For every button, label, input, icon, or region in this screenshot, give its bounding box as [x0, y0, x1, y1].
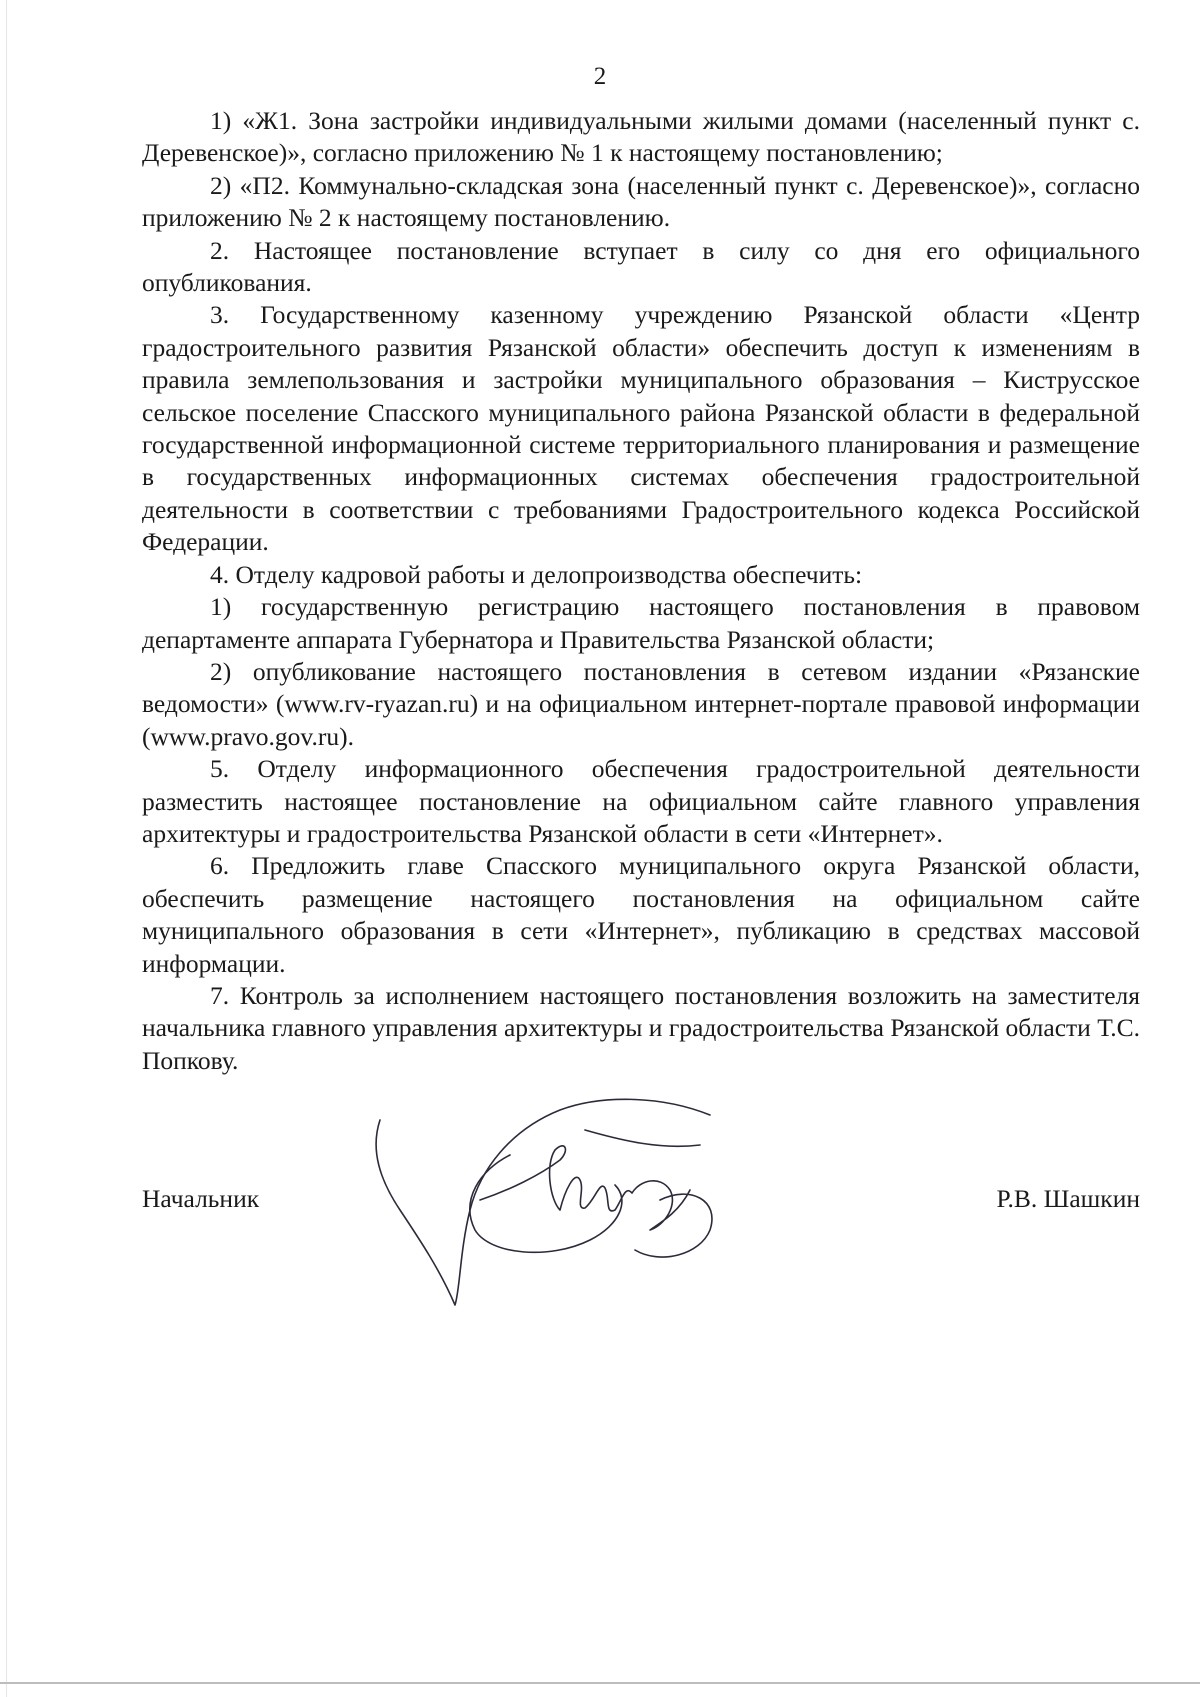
paragraph-clause-6: 6. Предложить главе Спасского муниципального округа Рязанской области, обеспечить размещение настоящего постановления на официальном сайте муниципального образования в сети «Интернет», публикацию в средствах массовой информации.: [142, 851, 1140, 978]
paragraph-clause-3: 3. Государственному казенному учреждению Рязанской области «Центр градостроительного развития Рязанской области» обеспечить доступ к изменениям в правила землепользования и застройки муниципального образования – Киструсское сельское поселение Спасского муниципального района Рязанской области в федеральной государственной информационной системе территориального планирования и размещение в государственных информационных системах обеспечения градостроительной деятельности в соответствии с требованиями Градостроительного кодекса Российской Федерации.: [142, 300, 1140, 557]
paragraph-item-p2: 2) «П2. Коммунально-складская зона (населенный пункт с. Деревенское)», согласно приложению № 2 к настоящему постановлению.: [142, 170, 1140, 233]
paragraph-item-zh1: 1) «Ж1. Зона застройки индивидуальными жилыми домами (населенный пункт с. Деревенское)», согласно приложению № 1 к настоящему постановлению;: [142, 106, 1140, 168]
handwritten-signature: [360, 1090, 810, 1320]
paragraph-clause-7: 7. Контроль за исполнением настоящего постановления возложить на заместителя начальника главного управления архитектуры и градостроительства Рязанской области Т.С. Попкову.: [142, 980, 1140, 1075]
document-body: [142, 105, 1140, 1077]
signatory-position: Начальник: [142, 1184, 260, 1213]
paragraph-clause-4-1: 1) государственную регистрацию настоящего постановления в правовом департаменте аппарата Губернатора и Правительства Рязанской области;: [142, 592, 1140, 654]
paragraph-clause-2: 2. Настоящее постановление вступает в силу со дня его официального опубликования.: [142, 235, 1140, 298]
scan-edge-mark: [6, 0, 7, 1697]
paragraph-clause-4-2: 2) опубликование настоящего постановления в сетевом издании «Рязанские ведомости» (www.rv-ryazan.ru) и на официальном интернет-портале правовой информации (www.pravo.gov.ru).: [142, 656, 1140, 751]
paragraph-clause-4: 4. Отделу кадровой работы и делопроизводства обеспечить:: [210, 559, 863, 589]
paragraph-clause-5: 5. Отделу информационного обеспечения градостроительной деятельности разместить настоящее постановление на официальном сайте главного управления архитектуры и градостроительства Рязанской области в сети «Интернет».: [142, 754, 1140, 848]
page-number: 2: [593, 63, 607, 90]
scan-edge-line: [0, 1682, 1200, 1684]
signatory-name: Р.В. Шашкин: [996, 1184, 1140, 1213]
